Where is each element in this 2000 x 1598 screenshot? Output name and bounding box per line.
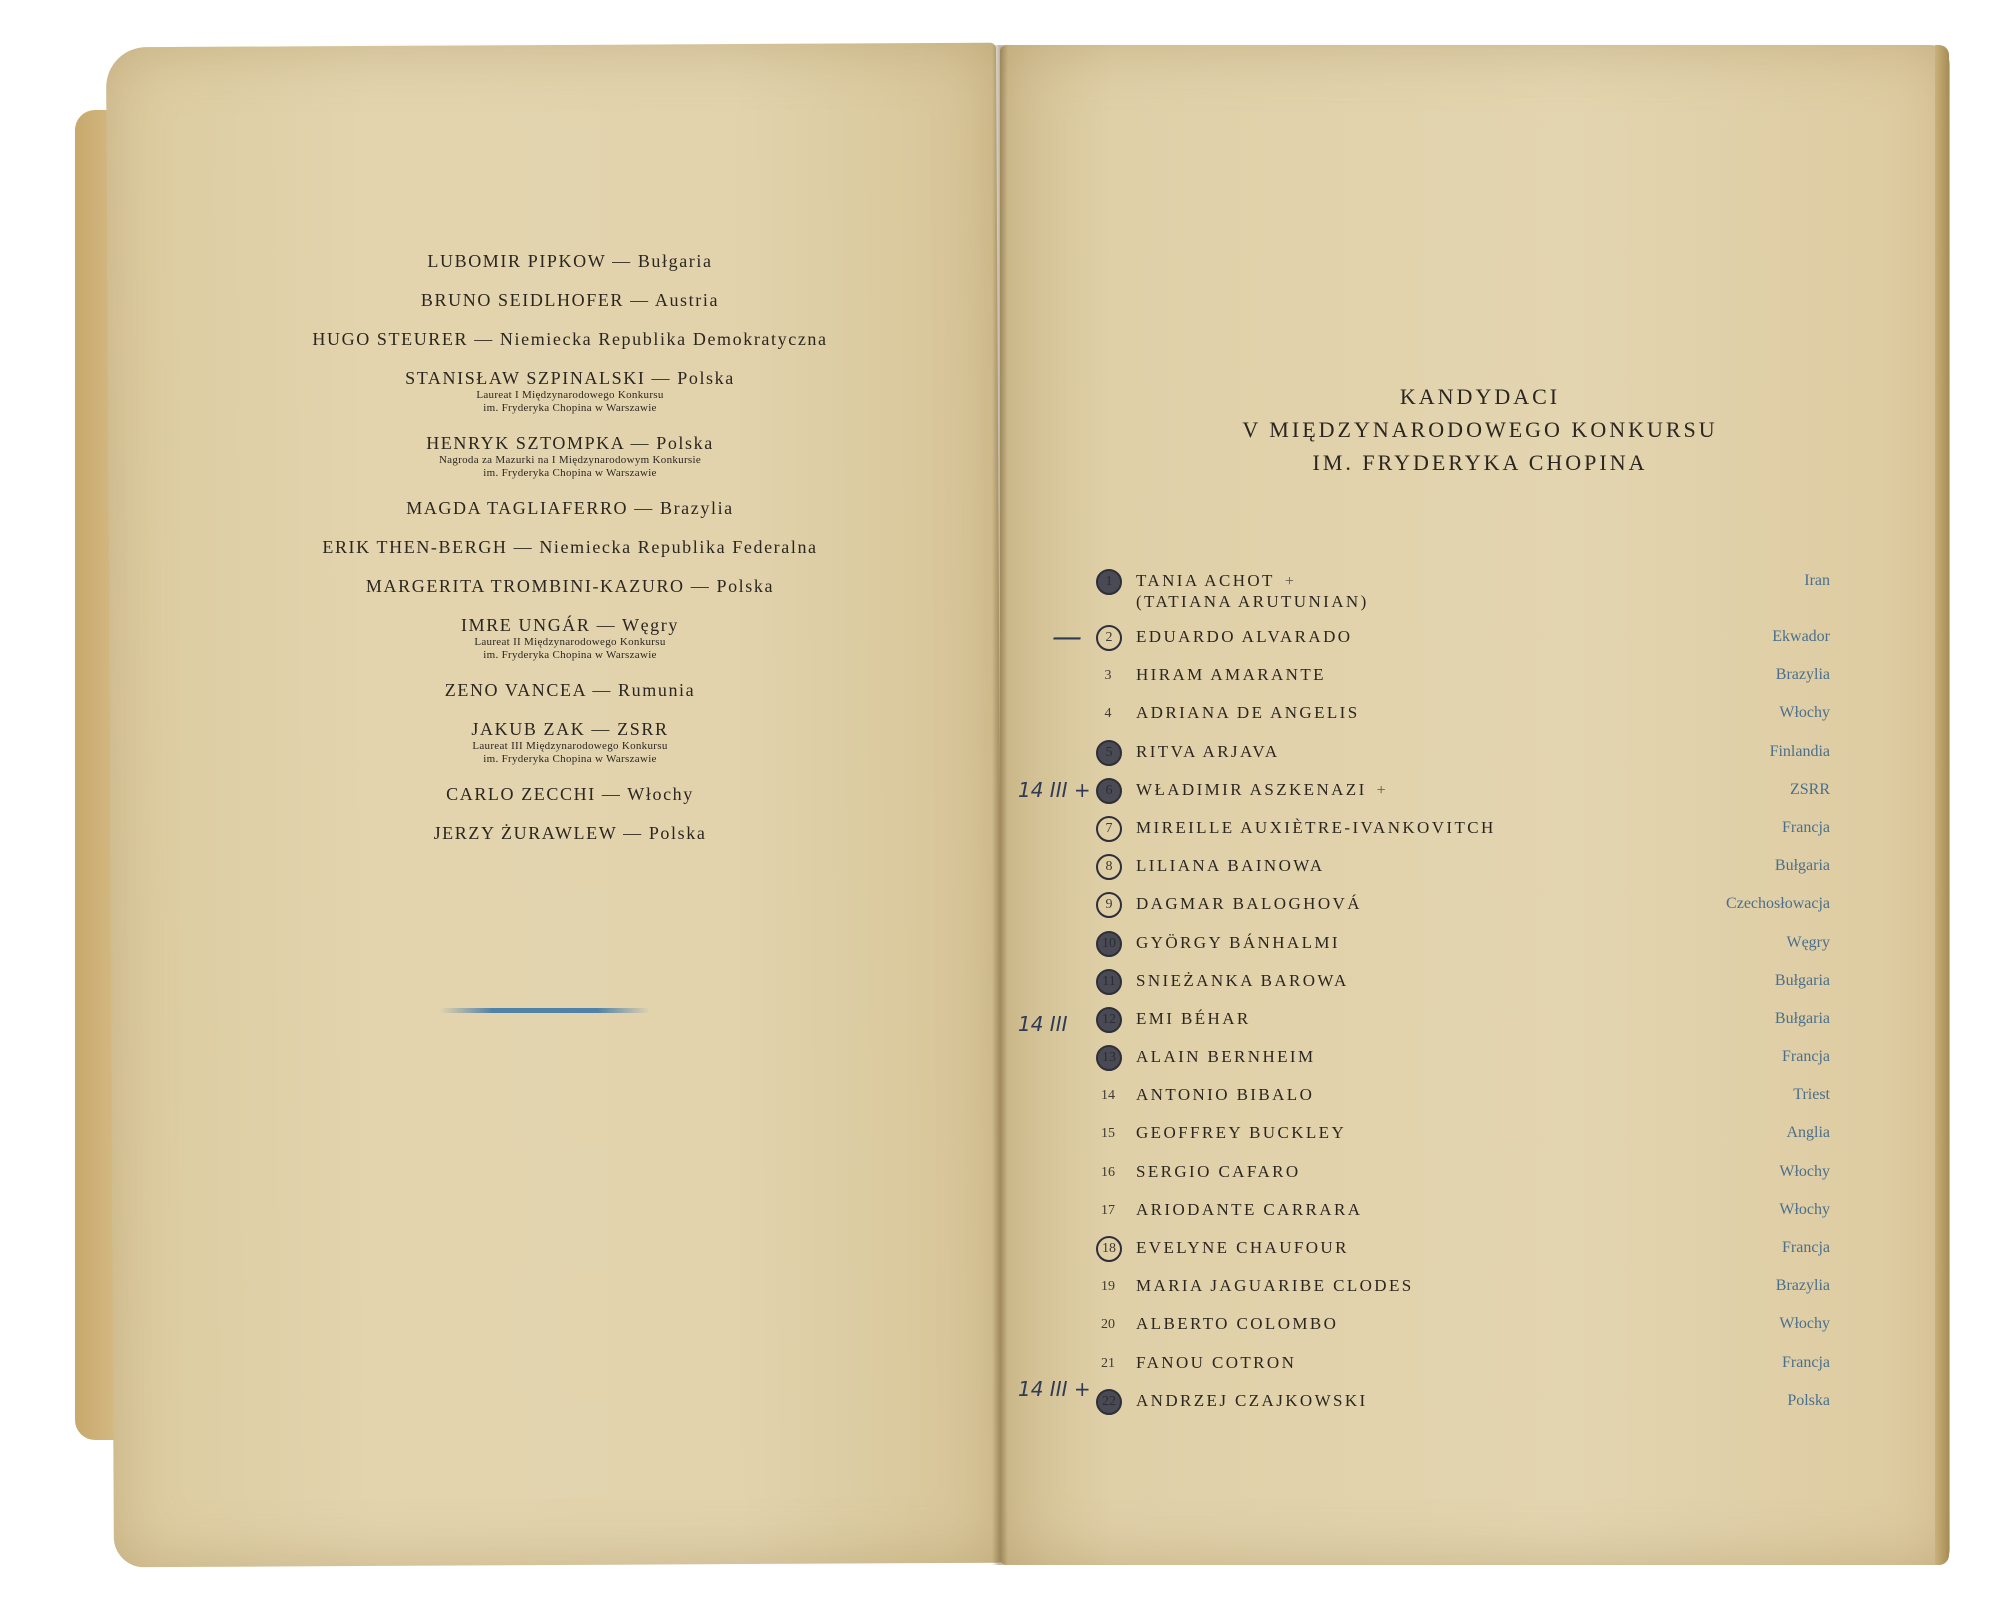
jury-line [200,328,940,350]
jury-line [200,575,940,597]
title-line-1: KANDYDACI [1399,384,1561,409]
candidate-name [1136,1238,1349,1258]
candidate-name [1136,1162,1301,1182]
candidate-row [1090,1309,1830,1347]
jury-line [200,497,940,519]
jury-dash: — [468,329,500,349]
jury-line [200,367,940,389]
jury-name: MARGERITA TROMBINI-KAZURO [365,576,685,596]
candidate-row [1090,622,1830,660]
jury-entry [200,497,940,519]
jury-name: ERIK THEN-BERGH [322,537,508,557]
candidate-country: Włochy [1779,1315,1830,1333]
jury-entry [200,575,940,597]
jury-name: LUBOMIR PIPKOW [427,251,606,271]
candidate-name [1136,571,1369,612]
jury-country: Włochy [627,784,694,804]
candidate-country: Anglia [1786,1124,1830,1142]
candidate-number: 21 [1101,1355,1115,1371]
jury-name: HUGO STEURER [312,329,469,349]
candidate-country: Finlandia [1769,742,1830,760]
candidate-number: 13 [1096,1045,1122,1071]
candidate-country: Czechosłowacja [1726,895,1830,913]
candidate-row [1090,1042,1830,1080]
candidate-name-text: ALBERTO COLOMBO [1136,1314,1339,1334]
candidate-number: 17 [1101,1202,1115,1218]
candidate-row [1090,889,1830,927]
candidate-country: Bułgaria [1774,857,1830,875]
jury-dash: — [507,537,540,557]
candidate-country: Węgry [1786,933,1830,951]
candidate-row [1090,1118,1830,1156]
jury-country: Niemiecka Republika Federalna [539,537,818,557]
candidate-name [1136,627,1352,647]
candidate-country: Włochy [1779,1162,1830,1180]
candidate-name-text: GYÖRGY BÁNHALMI [1136,932,1340,952]
jury-entry [200,367,940,415]
jury-country: Rumunia [618,680,696,700]
candidate-country: Francja [1782,1048,1830,1066]
candidate-name [1136,971,1349,991]
candidate-name-text: SNIEŻANKA BAROWA [1136,970,1349,990]
candidate-country: Bułgaria [1774,1009,1830,1027]
candidate-row [1090,1157,1830,1195]
candidate-name-text: EVELYNE CHAUFOUR [1136,1238,1349,1257]
jury-country: Niemiecka Republika Demokratyczna [499,329,828,349]
candidate-country: ZSRR [1789,780,1830,798]
candidate-name-text: ARIODANTE CARRARA [1136,1199,1363,1219]
candidate-number: 22 [1096,1389,1122,1415]
candidate-name [1136,1314,1338,1334]
jury-dash: — [595,784,628,804]
candidate-number: 15 [1101,1126,1115,1142]
candidate-row [1090,566,1830,622]
candidate-row [1090,1386,1830,1424]
candidate-number: 8 [1096,854,1122,880]
jury-dash: — [645,368,678,388]
candidate-name-text: TANIA ACHOT [1136,571,1275,590]
candidate-name [1136,665,1326,685]
candidate-list [1090,566,1830,1424]
handwritten-note-row12: 14 III [1018,1012,1068,1036]
candidate-name [1136,894,1362,914]
jury-entry [200,536,940,558]
candidate-row [1090,1080,1830,1118]
jury-note: Laureat III Międzynarodowego Konkursu [472,740,668,752]
jury-entry [200,718,940,766]
jury-entry [200,783,940,805]
candidate-country: Ekwador [1772,628,1830,645]
jury-country: Węgry [622,615,679,635]
candidate-alt-name: (TATIANA ARUTUNIAN) [1136,592,1369,611]
title-line-2: V MIĘDZYNARODOWEGO KONKURSU [1242,417,1718,442]
jury-dash: — [684,576,717,596]
candidate-row [1090,1004,1830,1042]
candidate-country: Polska [1787,1391,1830,1409]
candidate-row [1090,1348,1830,1386]
jury-dash: — [617,823,649,843]
candidate-name [1136,780,1388,801]
jury-name: HENRYK SZTOMPKA [426,433,625,453]
candidate-number: 7 [1096,816,1122,842]
candidate-number: 6 [1096,778,1122,804]
candidate-row [1090,737,1830,775]
candidate-row [1090,966,1830,1004]
candidate-name [1136,1009,1251,1029]
jury-country: Polska [716,576,775,596]
jury-note: im. Fryderyka Chopina w Warszawie [483,753,657,765]
candidate-row [1090,851,1830,889]
jury-note: Nagroda za Mazurki na I Międzynarodowym Konkursie [438,454,702,466]
candidate-name [1136,1123,1346,1143]
candidate-name [1136,703,1360,723]
candidate-name-text: EMI BÉHAR [1136,1008,1251,1028]
candidate-name-text: SERGIO CAFARO [1136,1161,1301,1181]
page-title [1180,380,1780,479]
handwritten-dash: — [1052,620,1082,655]
jury-line [200,289,940,311]
candidate-name [1136,856,1325,876]
jury-entry [200,432,940,480]
candidate-name [1136,818,1496,838]
candidate-country: Bułgaria [1774,971,1830,989]
candidate-country: Brazylia [1775,666,1830,684]
book-spine [992,45,1008,1565]
candidate-country: Brazylia [1775,1277,1830,1295]
candidate-country: Francja [1782,818,1830,836]
candidate-row [1090,775,1830,813]
right-page-edge [1935,45,1949,1565]
candidate-name [1136,1200,1362,1220]
candidate-name-text: WŁADIMIR ASZKENAZI [1136,779,1367,799]
candidate-number: 14 [1101,1088,1115,1104]
jury-country: Bułgaria [637,251,713,271]
candidate-row [1090,660,1830,698]
candidate-name-text: ANDRZEJ CZAJKOWSKI [1136,1390,1368,1410]
candidate-name-text: GEOFFREY BUCKLEY [1136,1123,1347,1143]
candidate-row [1090,1271,1830,1309]
candidate-number: 20 [1101,1317,1115,1333]
jury-note: Laureat I Międzynarodowego Konkursu [476,389,664,401]
jury-note: im. Fryderyka Chopina w Warszawie [483,402,657,414]
handwritten-note-row6: 14 III + [1018,778,1091,802]
candidate-country: Włochy [1779,1200,1830,1218]
candidate-row [1090,1195,1830,1233]
candidate-number: 12 [1096,1007,1122,1033]
candidate-country: Włochy [1779,704,1830,722]
jury-country: Polska [677,368,735,388]
jury-name: JAKUB ZAK [471,719,586,739]
candidate-name-text: DAGMAR BALOGHOVÁ [1136,894,1362,914]
jury-line [200,718,940,740]
jury-entry [200,328,940,350]
jury-country: Brazylia [659,498,734,518]
jury-entry [200,679,940,701]
candidate-name-text: LILIANA BAINOWA [1136,856,1325,876]
jury-dash: — [606,251,638,271]
jury-name: IMRE UNGÁR [461,615,591,635]
jury-dash: — [624,290,655,310]
candidate-country: Francja [1782,1353,1830,1371]
jury-line [200,614,940,636]
candidate-name-text: MARIA JAGUARIBE CLODES [1136,1276,1414,1296]
candidate-name [1136,1276,1414,1296]
candidate-name [1136,1047,1316,1067]
jury-name: JERZY ŻURAWLEW [433,823,617,843]
candidate-name-text: ADRIANA DE ANGELIS [1136,703,1360,723]
jury-dash: — [628,498,660,518]
jury-country: Polska [656,433,714,453]
decorative-rule [440,1008,650,1013]
jury-list [200,250,940,861]
candidate-row [1090,698,1830,736]
candidate-name [1136,1353,1296,1373]
candidate-name-text: ANTONIO BIBALO [1136,1085,1315,1105]
jury-entry [200,614,940,662]
jury-line [200,250,940,272]
jury-entry [200,289,940,311]
candidate-name-text: MIREILLE AUXIÈTRE-IVANKOVITCH [1136,817,1496,837]
jury-dash: — [624,433,657,453]
candidate-row [1090,813,1830,851]
candidate-row [1090,1233,1830,1271]
candidate-number: 18 [1096,1236,1122,1262]
jury-name: STANISŁAW SZPINALSKI [405,368,646,388]
candidate-number: 4 [1104,706,1112,722]
title-line-3: IM. FRYDERYKA CHOPINA [1312,450,1648,475]
candidate-country: Iran [1804,572,1830,589]
candidate-name-text: RITVA ARJAVA [1136,741,1280,761]
jury-country: ZSRR [617,719,669,739]
candidate-name-text: ALAIN BERNHEIM [1136,1047,1316,1067]
handwritten-cross: + [1284,573,1297,590]
candidate-number: 11 [1096,969,1122,995]
candidate-number: 19 [1101,1279,1115,1295]
jury-line [200,783,940,805]
jury-line [200,432,940,454]
jury-name: BRUNO SEIDLHOFER [420,290,625,310]
jury-note: im. Fryderyka Chopina w Warszawie [483,467,657,479]
jury-name: CARLO ZECCHI [446,784,596,804]
jury-line [200,822,940,844]
jury-note: Laureat II Międzynarodowego Konkursu [474,636,666,648]
candidate-country: Triest [1793,1086,1830,1104]
candidate-number: 16 [1101,1164,1115,1180]
candidate-name [1136,1391,1368,1411]
candidate-name [1136,742,1280,762]
jury-dash: — [585,719,618,739]
candidate-number: 3 [1104,668,1112,684]
candidate-number: 2 [1096,625,1122,651]
jury-country: Austria [654,290,720,310]
jury-note: im. Fryderyka Chopina w Warszawie [483,649,657,661]
jury-entry [200,822,940,844]
candidate-number: 10 [1096,931,1122,957]
jury-name: ZENO VANCEA [444,680,587,700]
candidate-name [1136,1085,1314,1105]
handwritten-cross: + [1376,781,1389,799]
candidate-country: Francja [1782,1239,1830,1256]
candidate-number: 9 [1096,892,1122,918]
candidate-number: 5 [1096,740,1122,766]
jury-name: MAGDA TAGLIAFERRO [406,498,629,518]
candidate-row [1090,928,1830,966]
candidate-name-text: EDUARDO ALVARADO [1136,627,1353,646]
handwritten-note-row22: 14 III + [1018,1377,1091,1401]
jury-dash: — [586,680,619,700]
jury-line [200,679,940,701]
jury-country: Polska [648,823,707,843]
candidate-name-text: HIRAM AMARANTE [1136,665,1326,685]
candidate-name-text: FANOU COTRON [1136,1352,1297,1372]
jury-line [200,536,940,558]
jury-dash: — [590,615,622,635]
candidate-number: 1 [1096,569,1122,595]
candidate-name [1136,933,1340,953]
jury-entry [200,250,940,272]
